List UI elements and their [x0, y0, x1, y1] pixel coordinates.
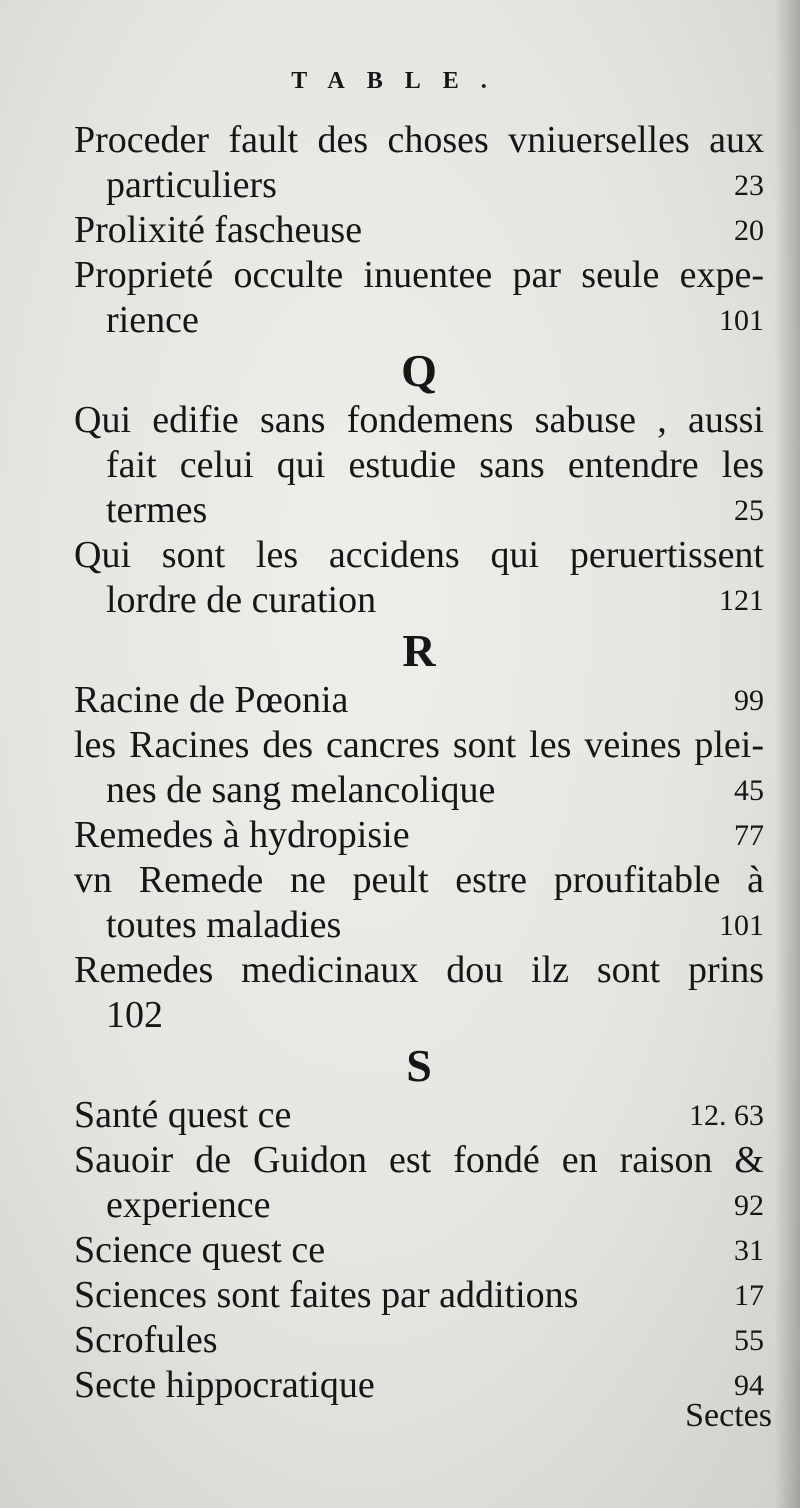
index-line [74, 253, 764, 298]
section-letter-heading: R [402, 625, 436, 676]
index-entry-text: termes [106, 489, 208, 531]
index-entry-text: vn Remede ne peult estre proufitable à [74, 859, 764, 901]
index-entry-text: lordre de curation [106, 579, 377, 621]
index-line [74, 488, 764, 533]
index-line [74, 903, 764, 948]
index-line [74, 768, 764, 813]
index-entry-text: particuliers [106, 164, 277, 206]
index-line [74, 1183, 764, 1228]
index-page-reference: 31 [734, 1234, 764, 1267]
index-entry-text: Remedes medicinaux dou ilz sont prins [74, 949, 764, 991]
index-entry-text: Science quest ce [74, 1229, 326, 1271]
index-page-reference: 45 [734, 774, 764, 807]
index-entry-text: Qui edifie sans fondemens sabuse , aussi [74, 399, 764, 441]
index-page-reference: 12. 63 [689, 1099, 764, 1132]
index-line [74, 858, 764, 903]
index-entry-text: Proprieté occulte inuentee par seule expe- [74, 254, 764, 296]
index-page-reference: 25 [734, 494, 764, 527]
index-entry-text: toutes maladies [106, 904, 342, 946]
catchword: Sectes [685, 1397, 772, 1434]
index-entries [74, 118, 764, 1408]
section-letter-heading: S [406, 1040, 432, 1091]
index-line [74, 298, 764, 343]
index-line [74, 398, 764, 443]
page-edge-shadow [774, 0, 800, 1508]
index-entry-text: Sciences sont faites par additions [74, 1274, 579, 1316]
index-page-reference: 55 [734, 1324, 764, 1357]
index-line [74, 678, 764, 723]
index-entry-text: Prolixité fascheuse [74, 209, 363, 251]
index-line [74, 1138, 764, 1183]
index-entry-text: les Racines des cancres sont les veines plei- [74, 724, 764, 766]
index-line [74, 118, 764, 163]
index-line [74, 723, 764, 768]
index-line [74, 1273, 764, 1318]
index-line [74, 1228, 764, 1273]
index-entry-text: Sauoir de Guidon est fondé en raison & [74, 1139, 764, 1181]
index-line [74, 163, 764, 208]
index-line [74, 948, 764, 993]
index-line [74, 208, 764, 253]
index-page-reference: 101 [719, 909, 764, 942]
index-entry-text: experience [106, 1184, 271, 1226]
index-page-reference: 20 [734, 214, 764, 247]
index-line [74, 533, 764, 578]
index-entry-text: 102 [106, 994, 163, 1036]
index-entry-text: Scrofules [74, 1319, 218, 1361]
index-entry-text: Remedes à hydropisie [74, 814, 410, 856]
index-line [74, 578, 764, 623]
index-line [74, 443, 764, 488]
index-page-reference: 17 [734, 1279, 764, 1312]
index-line [74, 1318, 764, 1363]
index-entry-text: fait celui qui estudie sans entendre les [106, 444, 764, 486]
running-head: TABLE. [291, 68, 509, 94]
index-page-reference: 94 [734, 1369, 764, 1402]
index-entry-text: nes de sang melancolique [106, 769, 496, 811]
index-line [74, 1363, 764, 1408]
index-entry-text: Qui sont les accidens qui peruertissent [74, 534, 764, 576]
index-entry-text: rience [106, 299, 199, 341]
index-entry-text: Santé quest ce [74, 1094, 292, 1136]
index-page-reference: 92 [734, 1189, 764, 1222]
index-line [74, 813, 764, 858]
index-entry-text: Secte hippocratique [74, 1364, 375, 1406]
index-line [74, 993, 764, 1038]
index-entry-text: Proceder fault des choses vniuerselles aux [74, 119, 764, 161]
index-line [74, 1093, 764, 1138]
index-page-reference: 101 [719, 304, 764, 337]
section-letter-heading: Q [401, 345, 437, 396]
index-page-reference: 99 [734, 684, 764, 717]
index-page-reference: 23 [734, 169, 764, 202]
index-page-reference: 121 [719, 584, 764, 617]
index-entry-text: Racine de Pœonia [74, 679, 349, 721]
index-page-reference: 77 [734, 819, 764, 852]
